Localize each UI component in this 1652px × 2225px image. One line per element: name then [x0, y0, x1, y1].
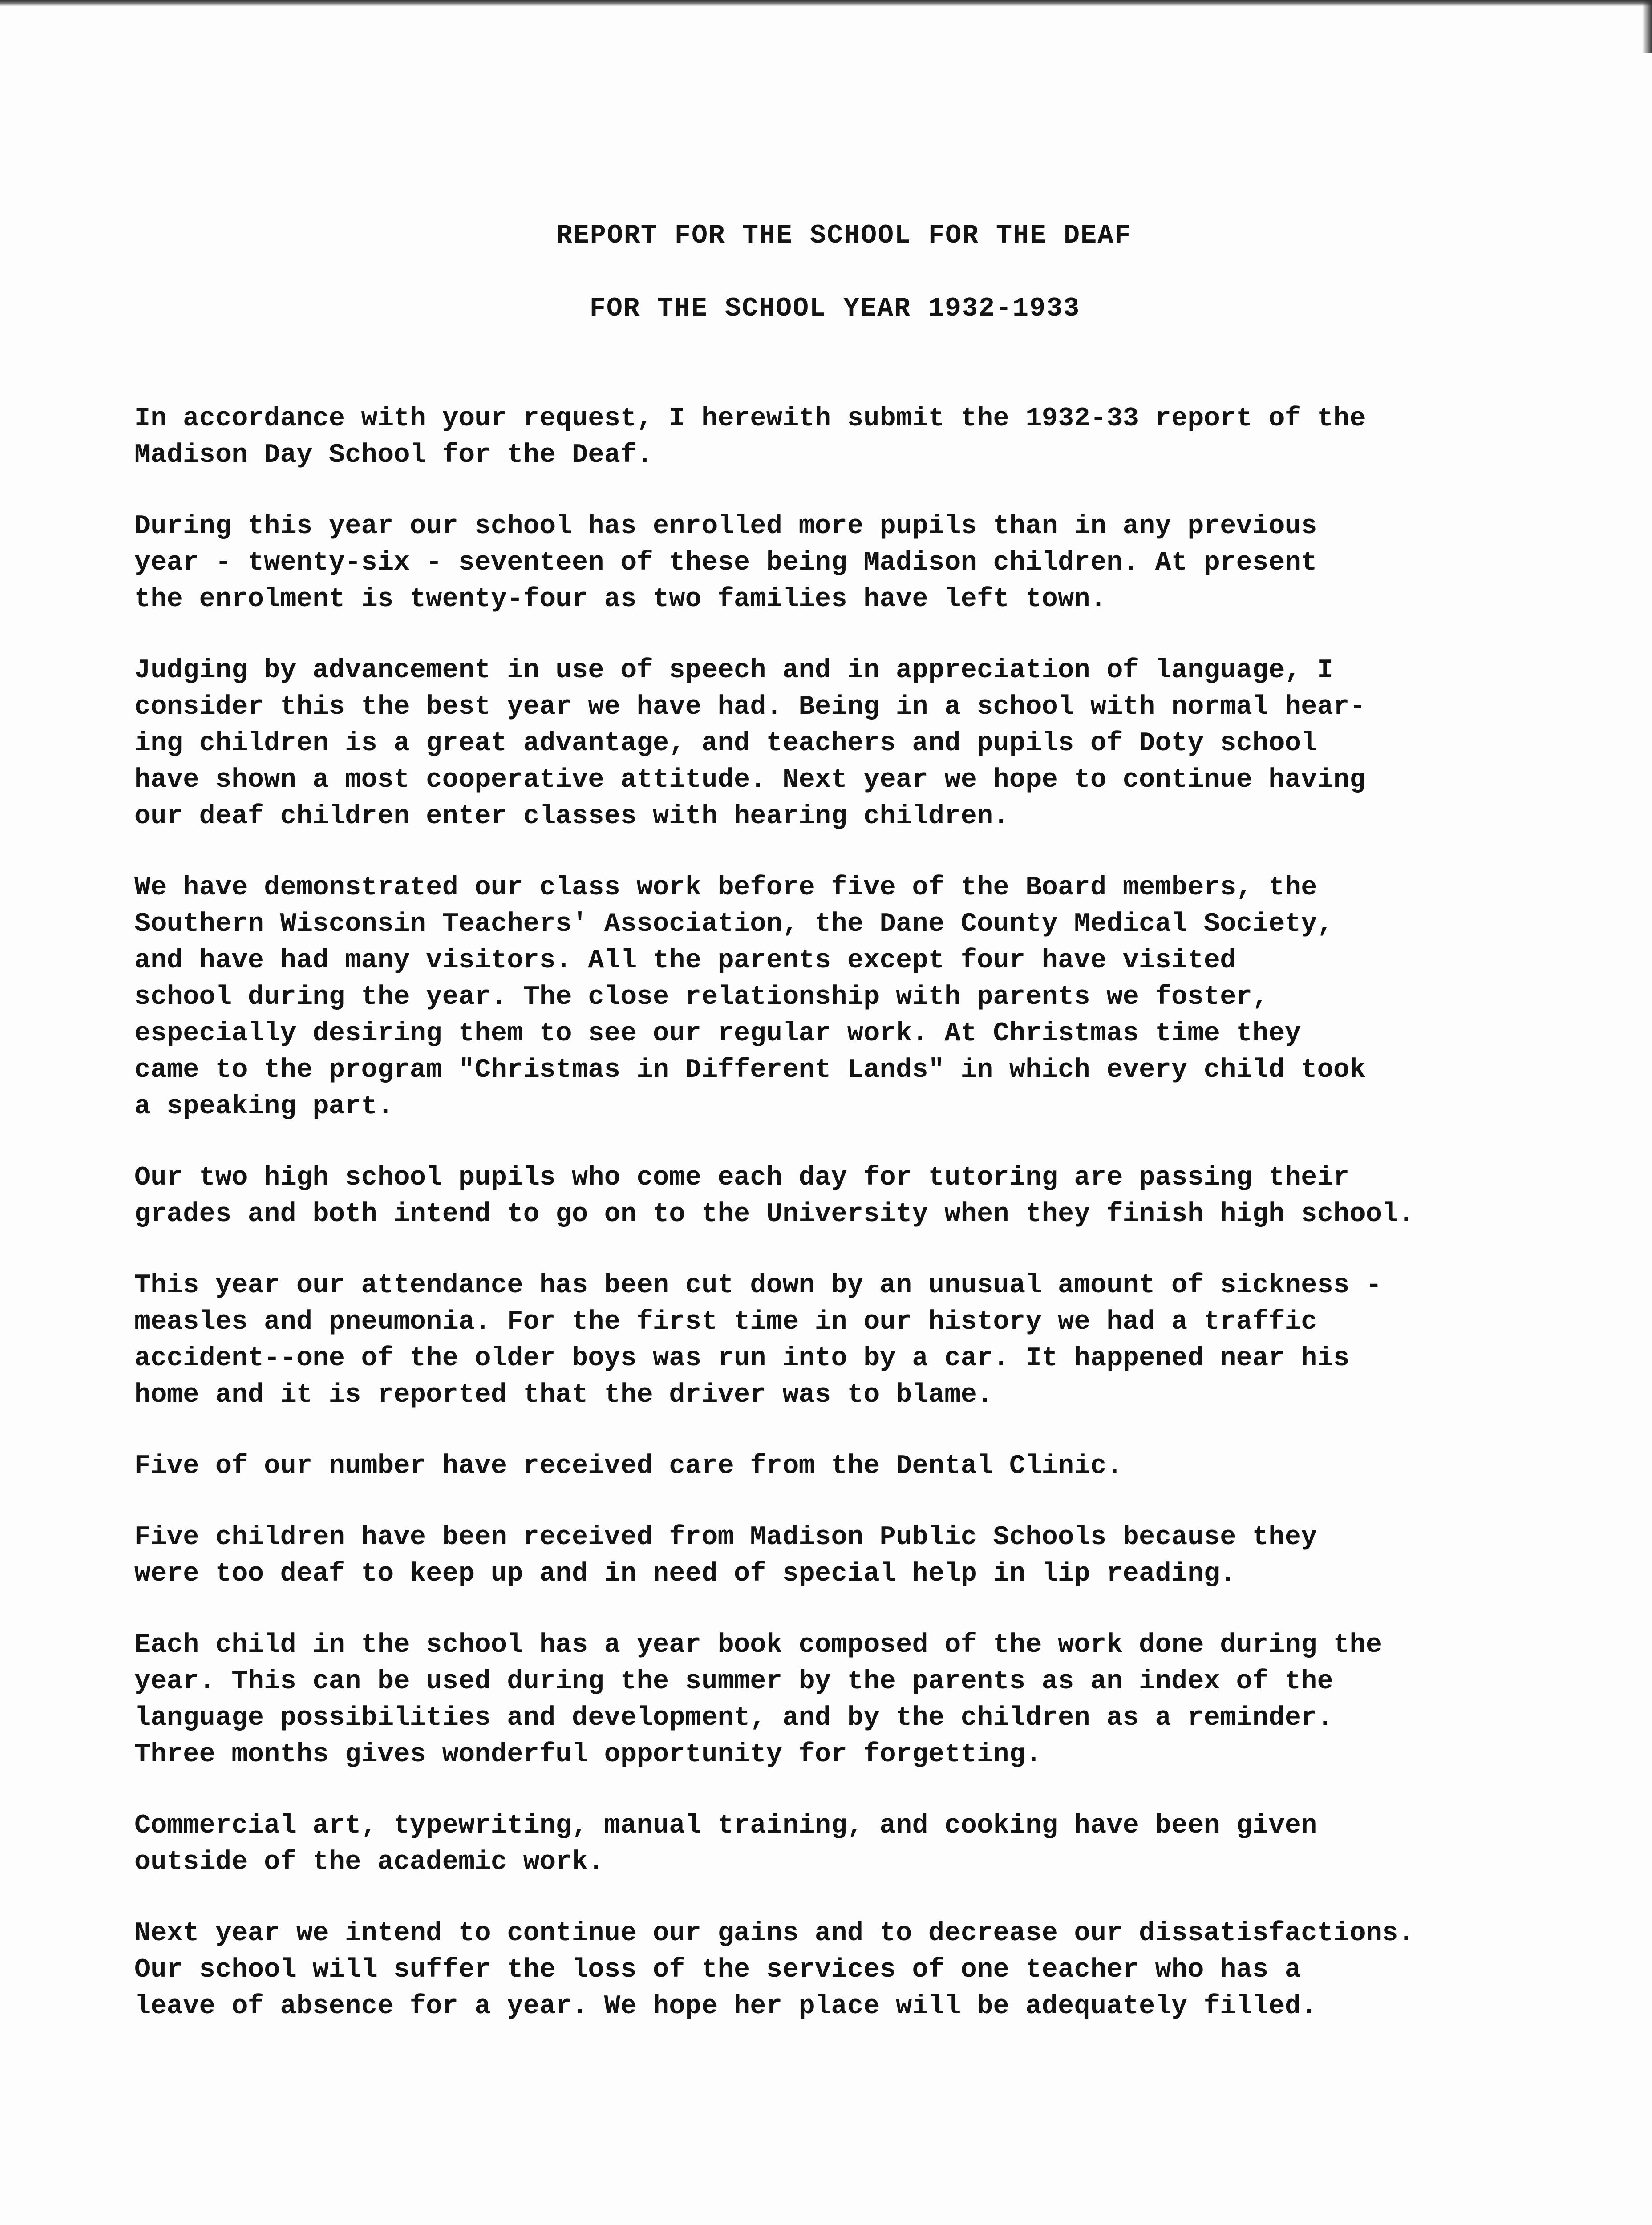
- paragraph-high-school: Our two high school pupils who come each day for tutoring are passing their grades and both intend to go on to the University when they finish high school.: [134, 1163, 1415, 1230]
- paragraph-attendance: This year our attendance has been cut down by an unusual amount of sickness - measles and pneumonia. For the first time in our history we had a traffic accident--one of the older boys was run into by a car. It happened near his home and it is reported that the driver was to blame.: [134, 1270, 1382, 1410]
- report-title: REPORT FOR THE SCHOOL FOR THE DEAF: [556, 221, 1132, 251]
- paragraph-dental: Five of our number have received care from the Dental Clinic.: [134, 1451, 1123, 1481]
- paragraph-next-year: Next year we intend to continue our gains and to decrease our dissatisfactions. Our school will suffer the loss of the services of one teacher who has a leave of absence for a year. We hope her place will be adequately filled.: [134, 1918, 1415, 2022]
- paragraph-progress: Judging by advancement in use of speech and in appreciation of language, I consider this the best year we have had. Being in a school with normal hear- ing children is a great advantage, and teachers and pupils of Doty school have shown a most cooperative attitude. Next year we hope to continue having our deaf children enter classes with hearing children.: [134, 655, 1366, 832]
- paragraph-electives: Commercial art, typewriting, manual training, and cooking have been given outside of the academic work.: [134, 1811, 1317, 1877]
- scan-edge-top: [0, 0, 1652, 6]
- paragraph-transfers: Five children have been received from Madison Public Schools because they were too deaf to keep up and in need of special help in lip reading.: [134, 1522, 1317, 1589]
- paragraph-demonstrations: We have demonstrated our class work before five of the Board members, the Southern Wisconsin Teachers' Association, the Dane County Medical Society, and have had many visitors. All the parents except four have visited school during the year. The close relationship with parents we foster, especially desiring them to see our regular work. At Christmas time they came to the program "Christmas in Different Lands" in which every child took a speaking part.: [134, 873, 1366, 1122]
- paragraph-intro: In accordance with your request, I herewith submit the 1932-33 report of the Madison Day School for the Deaf.: [134, 404, 1366, 470]
- report-subtitle: FOR THE SCHOOL YEAR 1932-1933: [589, 294, 1081, 324]
- scan-edge-right: [1642, 0, 1652, 53]
- paragraph-year-book: Each child in the school has a year book composed of the work done during the year. This can be used during the summer by the parents as an index of the language possibilities and development, and by the children as a reminder. Three months gives wonderful opportunity for forgetting.: [134, 1630, 1382, 1770]
- paragraph-enrolment: During this year our school has enrolled more pupils than in any previous year - twenty-six - seventeen of these being Madison children. At present the enrolment is twenty-four as two families have left town.: [134, 511, 1317, 615]
- report-body: [134, 400, 1541, 2059]
